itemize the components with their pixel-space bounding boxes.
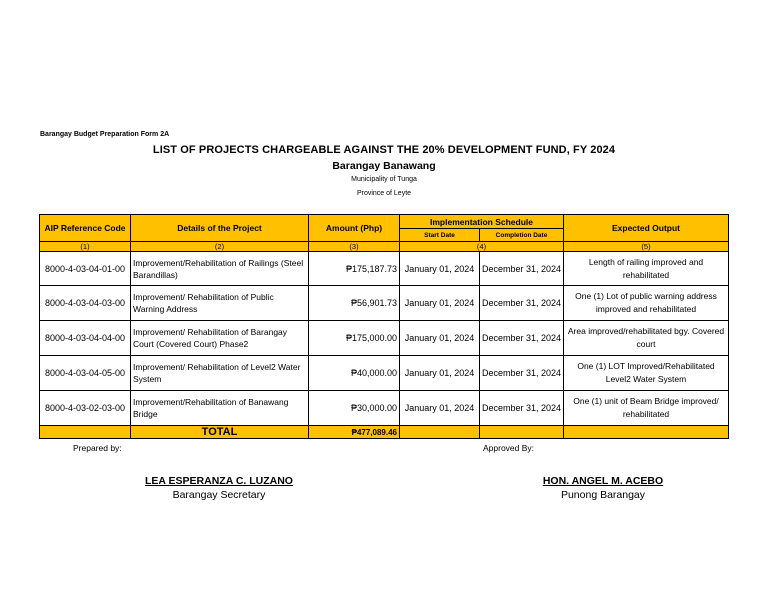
- column-number: (1): [40, 242, 131, 252]
- expected-output-cell: One (1) LOT Improved/Rehabilitated Level2 Water System: [564, 356, 729, 391]
- completion-date-cell: December 31, 2024: [480, 391, 564, 426]
- header-details: Details of the Project: [131, 215, 309, 242]
- aip-code-cell: 8000-4-03-04-05-00: [40, 356, 131, 391]
- form-label: Barangay Budget Preparation Form 2A: [40, 131, 170, 138]
- start-date-cell: January 01, 2024: [400, 356, 480, 391]
- municipality-name: Municipality of Tunga: [351, 176, 417, 183]
- preparer-position: Barangay Secretary: [172, 489, 266, 501]
- header-schedule: Implementation Schedule: [400, 215, 564, 229]
- start-date-cell: January 01, 2024: [400, 391, 480, 426]
- header-output: Expected Output: [564, 215, 729, 242]
- project-details-cell: Improvement/ Rehabilitation of Public Warning Address: [131, 286, 309, 321]
- total-spacer: [564, 426, 729, 439]
- preparer-signature-block: [119, 475, 319, 501]
- start-date-cell: January 01, 2024: [400, 321, 480, 356]
- aip-code-cell: 8000-4-03-04-03-00: [40, 286, 131, 321]
- approver-position: Punong Barangay: [560, 489, 646, 501]
- completion-date-cell: December 31, 2024: [480, 252, 564, 286]
- table-row: [40, 286, 729, 321]
- completion-date-cell: December 31, 2024: [480, 356, 564, 391]
- start-date-cell: January 01, 2024: [400, 252, 480, 286]
- total-spacer: [480, 426, 564, 439]
- start-date-cell: January 01, 2024: [400, 286, 480, 321]
- aip-code-cell: 8000-4-03-04-01-00: [40, 252, 131, 286]
- project-details-cell: Improvement/ Rehabilitation of Level2 Water System: [131, 356, 309, 391]
- table-row: [40, 252, 729, 286]
- column-number: (2): [131, 242, 309, 252]
- amount-cell: ₱30,000.00: [309, 391, 400, 426]
- table-row: [40, 391, 729, 426]
- project-details-cell: Improvement/Rehabilitation of Banawang Bridge: [131, 391, 309, 426]
- column-number: (4): [400, 242, 564, 252]
- total-amount: ₱477,089.46: [309, 426, 400, 439]
- header-start-date: Start Date: [400, 229, 480, 242]
- amount-cell: ₱175,000.00: [309, 321, 400, 356]
- header-aip-code: AIP Reference Code: [40, 215, 131, 242]
- header-amount: Amount (Php): [309, 215, 400, 242]
- total-row: [40, 426, 729, 439]
- preparer-name: LEA ESPERANZA C. LUZANO: [145, 475, 293, 487]
- completion-date-cell: December 31, 2024: [480, 286, 564, 321]
- amount-cell: ₱56,901.73: [309, 286, 400, 321]
- approved-by-label: Approved By:: [483, 443, 535, 453]
- project-details-cell: Improvement/Rehabilitation of Railings (Steel Barandillas): [131, 252, 309, 286]
- expected-output-cell: One (1) unit of Beam Bridge improved/ rehabilitated: [564, 391, 729, 426]
- table-row: [40, 321, 729, 356]
- total-spacer: [400, 426, 480, 439]
- document-title: LIST OF PROJECTS CHARGEABLE AGAINST THE 20% DEVELOPMENT FUND, FY 2024: [152, 144, 616, 156]
- approver-name: HON. ANGEL M. ACEBO: [542, 475, 664, 487]
- projects-table: [39, 214, 729, 439]
- project-details-cell: Improvement/ Rehabilitation of Barangay Court (Covered Court) Phase2: [131, 321, 309, 356]
- aip-code-cell: 8000-4-03-02-03-00: [40, 391, 131, 426]
- province-name: Province of Leyte: [356, 190, 412, 197]
- column-number: (3): [309, 242, 400, 252]
- table-row: [40, 356, 729, 391]
- expected-output-cell: Area improved/rehabilitated bgy. Covered court: [564, 321, 729, 356]
- approver-signature-block: [503, 475, 703, 501]
- completion-date-cell: December 31, 2024: [480, 321, 564, 356]
- column-number: (5): [564, 242, 729, 252]
- amount-cell: ₱175,187.73: [309, 252, 400, 286]
- total-spacer: [40, 426, 131, 439]
- barangay-name: Barangay Banawang: [332, 160, 436, 172]
- prepared-by-label: Prepared by:: [73, 443, 122, 453]
- aip-code-cell: 8000-4-03-04-04-00: [40, 321, 131, 356]
- expected-output-cell: Length of railing improved and rehabilitated: [564, 252, 729, 286]
- total-label: TOTAL: [131, 426, 309, 439]
- header-completion-date: Completion Date: [480, 229, 564, 242]
- amount-cell: ₱40,000.00: [309, 356, 400, 391]
- expected-output-cell: One (1) Lot of public warning address improved and rehabilitated: [564, 286, 729, 321]
